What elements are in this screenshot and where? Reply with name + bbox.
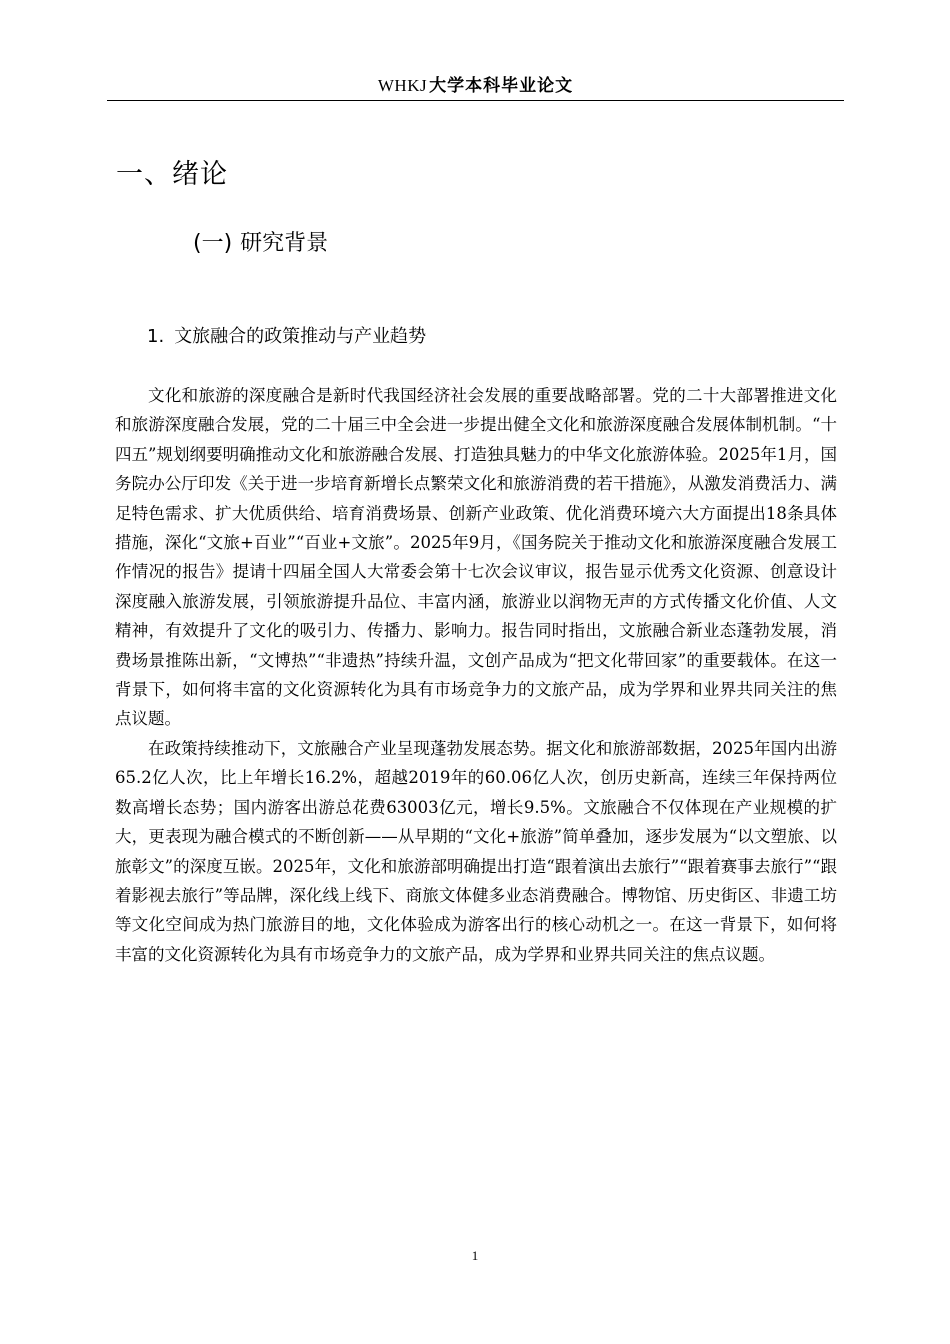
subsection-heading bbox=[147, 320, 426, 354]
section-heading bbox=[193, 224, 328, 264]
paragraph-2: 在政策持续推动下，文旅融合产业呈现蓬勃发展态势。据文化和旅游部数据，2025年国内出游65.2亿人次，比上年增长16.2%，超越2019年的60.06亿人次，创历史新高，连续三年保持两位数高增长态势；国内游客出游总花费63003亿元，增长9.5%。文旅融合不仅体现在产业规模的扩大，更表现为融合模式的不断创新——从早期的“文化+旅游”简单叠加，逐步发展为“以文塑旅、以旅彰文”的深度互嵌。2025年，文化和旅游部明确提出打造“跟着演出去旅行”“跟着赛事去旅行”“跟着影视去旅行”等品牌，深化线上线下、商旅文体健多业态消费融合。博物馆、历史街区、非遗工坊等文化空间成为热门旅游目的地，文化体验成为游客出行的核心动机之一。在这一背景下，如何将丰富的文化资源转化为具有市场竞争力的文旅产品，成为学界和业界共同关注的焦点议题。 bbox=[115, 738, 837, 964]
subsection-title: 文旅融合的政策推动与产业趋势 bbox=[174, 326, 427, 347]
body-text bbox=[115, 381, 837, 969]
section-title: 研究背景 bbox=[240, 231, 329, 256]
section-number: (一) bbox=[193, 231, 233, 256]
page-number: 1 bbox=[471, 1248, 479, 1263]
running-header bbox=[107, 72, 844, 101]
subsection-number: 1. bbox=[147, 326, 165, 347]
header-title: 大学本科毕业论文 bbox=[429, 76, 574, 96]
chapter-title: 一、绪论 bbox=[116, 159, 228, 190]
paragraph-1: 文化和旅游的深度融合是新时代我国经济社会发展的重要战略部署。党的二十大部署推进文化和旅游深度融合发展，党的二十届三中全会进一步提出健全文化和旅游深度融合发展体制机制。“十四五”规划纲要明确推动文化和旅游融合发展、打造独具魅力的中华文化旅游体验。2025年1月，国务院办公厅印发《关于进一步培育新增长点繁荣文化和旅游消费的若干措施》，从激发消费活力、满足特色需求、扩大优质供给、培育消费场景、创新产业政策、优化消费环境六大方面提出18条具体措施，深化“文旅+百业”“百业+文旅”。2025年9月，《国务院关于推动文化和旅游深度融合发展工作情况的报告》提请十四届全国人大常委会第十七次会议审议，报告显示优秀文化资源、创意设计深度融入旅游发展，引领旅游提升品位、丰富内涵，旅游业以润物无声的方式传播文化价值、人文精神，有效提升了文化的吸引力、传播力、影响力。报告同时指出，文旅融合新业态蓬勃发展，消费场景推陈出新，“文博热”“非遗热”持续升温，文创产品成为“把文化带回家”的重要载体。在这一背景下，如何将丰富的文化资源转化为具有市场竞争力的文旅产品，成为学界和业界共同关注的焦点议题。 bbox=[115, 386, 837, 729]
header-code: WHKJ bbox=[377, 76, 428, 95]
